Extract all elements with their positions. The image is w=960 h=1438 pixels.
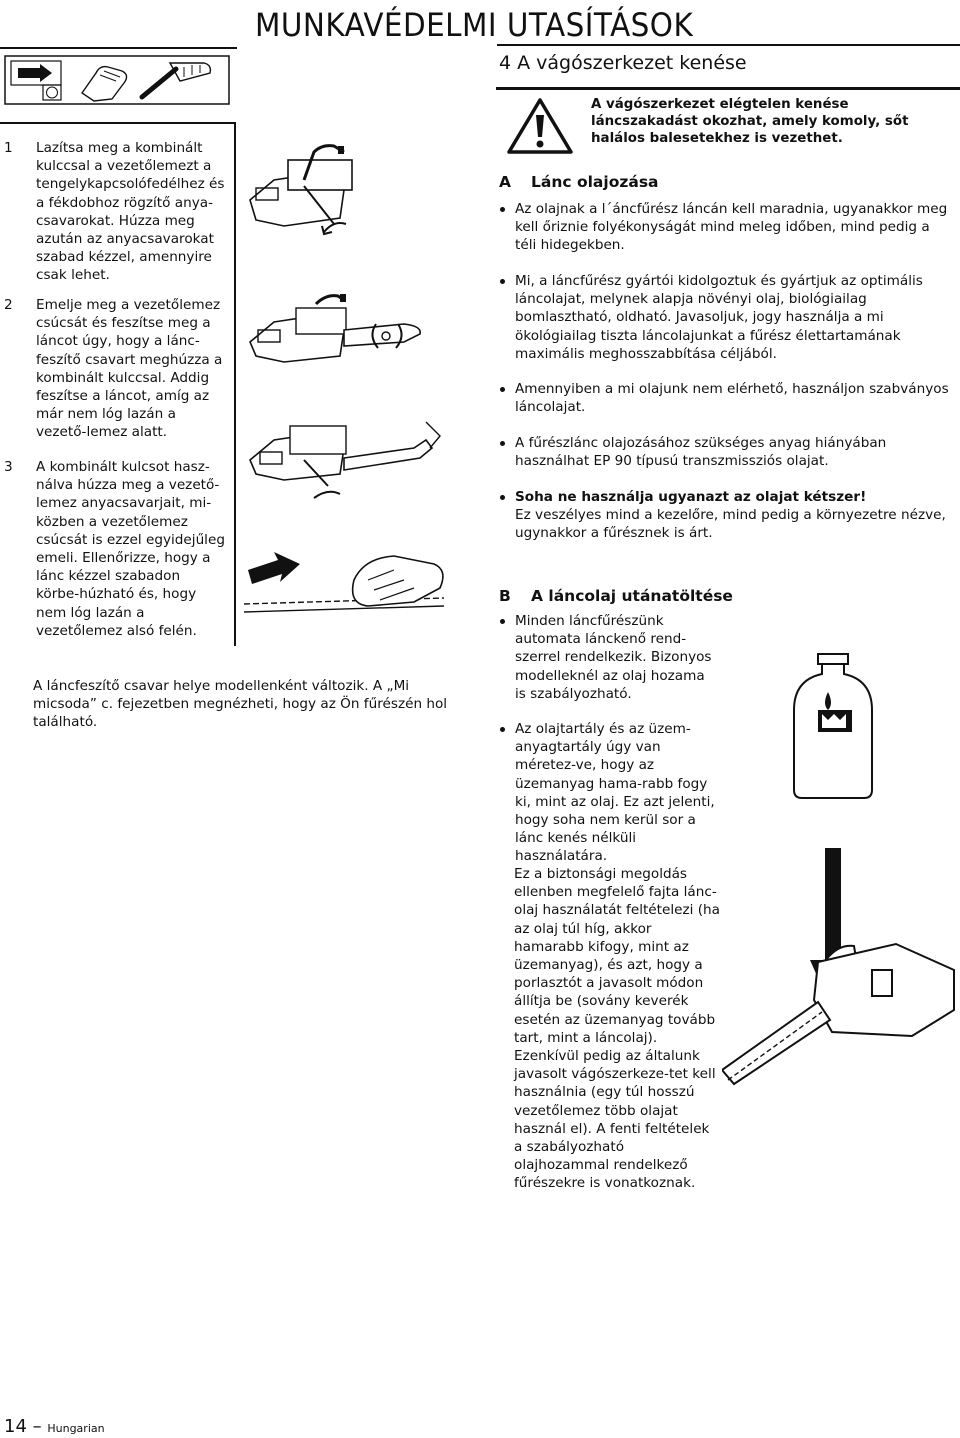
subsection-title: A láncolaj utánatöltése <box>531 587 733 605</box>
saw-figure-2 <box>250 294 420 362</box>
step-number: 1 <box>4 140 13 156</box>
bullet-dot <box>500 207 505 212</box>
section-heading: 4 A vágószerkezet kenése <box>499 52 747 74</box>
step-text: A kombinált kulcsot hasz-nálva húzza meg a vezető-lemez anyacsavarjait, mi-közben a vezetőlemez csúcsát is ezzel egyidejűleg emeli. Ellenőrizze, hogy a lánc kézzel szabadon körbe-húzható és, hogy nem lóg lazán a vezetőlemez alsó felén. <box>36 459 225 639</box>
icon-panel <box>4 55 230 105</box>
subsection-letter: A <box>499 173 511 191</box>
left-box-top <box>0 122 236 124</box>
bullet-dot <box>500 387 505 392</box>
warning-bar <box>496 87 960 90</box>
step-number: 2 <box>4 297 13 313</box>
footer-dash: – <box>26 1416 48 1437</box>
bullet-rest: Ez veszélyes mind a kezelőre, mind pedig a környezetre nézve, ugynakkor a fűrésznek is árt. <box>515 507 946 542</box>
step-text: Emelje meg a vezetőlemez csúcsát és feszítse meg a láncot úgy, hogy a lánc-feszítő csavart meghúzza a kombinált kulccsal. Addig feszítse a láncot, amíg az már nem lóg lazán a vezető-lemez alatt. <box>36 297 223 441</box>
bullet-text: A fűrészlánc olajozásához szükséges anyag hiányában használhat EP 90 típusú transzmissziós olajat. <box>515 435 887 470</box>
subsection-letter: B <box>499 587 511 605</box>
bullet-text: Az olajnak a l´áncfűrész láncán kell maradnia, ugyanakkor meg kell őriznie folyékonyságát mind meleg időben, mind pedig a téli hidegekben. <box>515 201 948 254</box>
step-1 <box>4 139 234 284</box>
step-number: 3 <box>4 459 13 475</box>
oil-paragraph: Ez a biztonsági megoldás ellenben megfelelő fajta lánc-olaj használatát feltételezi (ha az olaj túl híg, akkor hamarabb kifogy, mint az üzemanyag), és azt, hogy a porlasztót a javasolt módon állítja be (sovány keverék esetén az üzemanyag tovább tart, mint a láncolaj). Ezenkívül pedig az általunk javasolt vágószerkeze-tet kell használnia (egy túl hosszú vezetőlemez több olajat használ el). A fenti feltételek a szabályozható olajhozammal rendelkező fűrészekre is vonatkoznak. <box>514 866 720 1192</box>
subsection-a-heading <box>499 173 799 195</box>
bullet-dot <box>500 441 505 446</box>
list-item <box>500 720 715 865</box>
chainsaw-icon <box>722 944 954 1084</box>
saw-figure-3 <box>250 422 440 498</box>
glove-icon <box>82 67 127 101</box>
oil-illustration <box>722 640 960 1140</box>
bullet-text: Minden láncfűrészünk automata lánckenő rend-szerrel rendelkezik. Bizonyos modelleknél az olaj hozama is szabályozható. <box>515 613 712 702</box>
saw-figure-1 <box>250 146 352 234</box>
bullet-dot <box>500 495 505 500</box>
stop-icon <box>43 85 61 100</box>
oil-bottle-icon <box>794 654 872 798</box>
list-item <box>500 434 960 474</box>
bullet-dot <box>500 619 505 624</box>
title-rule <box>497 44 960 46</box>
step-3 <box>4 458 234 643</box>
subsection-title: Lánc olajozása <box>531 173 659 191</box>
list-item <box>500 200 960 256</box>
warning-triangle-icon <box>506 97 574 155</box>
step-text: Lazítsa meg a kombinált kulccsal a vezetőlemezt a tengelykapcsolófedélhez és a fékdobhoz rögzítő anya-csavarokat. Húzza meg azután az anyacsavarokat szabad kézzel, amennyire csak lehet. <box>36 140 225 284</box>
chain-tension-illustrations <box>244 140 454 640</box>
bullet-text: Amennyiben a mi olajunk nem elérhető, használjon szabványos láncolajat. <box>515 381 949 416</box>
brush-icon <box>142 63 210 97</box>
page-title: MUNKAVÉDELMI UTASÍTÁSOK <box>255 6 694 44</box>
warning-text: A vágószerkezet elégtelen kenése láncszakadást okozhat, amely komoly, sőt halálos balesetekhez is vezethet. <box>591 97 909 146</box>
footer-language: Hungarian <box>47 1422 105 1435</box>
glove-chain-figure <box>244 552 444 612</box>
left-rule <box>0 47 237 49</box>
bullet-dot <box>500 279 505 284</box>
bullet-dot <box>500 727 505 732</box>
page-footer <box>4 1416 105 1437</box>
list-item <box>500 380 960 420</box>
bold-warning: Soha ne használja ugyanazt az olajat kétszer! <box>515 489 867 505</box>
arrow-right-icon <box>11 61 61 85</box>
list-item <box>500 488 960 546</box>
tensioner-note: A láncfeszítő csavar helye modellenként változik. A „Mi micsoda” c. fejezetben megnézheti, hogy az Ön fűrészén hol található. <box>33 678 448 731</box>
list-item <box>500 272 960 367</box>
bullet-text: Mi, a láncfűrész gyártói kidolgoztuk és gyártjuk az optimális láncolajat, melynek alapja növényi olaj, biológiailag bomlasztható, oldható. Javasoljuk, jogy használja a mi ökológiailag tiszta láncolajunkat a fűrész élettartamának maximális meghosszabbítása céljából. <box>515 273 923 362</box>
step-2 <box>4 296 234 446</box>
bullet-text: Az olajtartály és az üzem-anyagtartály úgy van méretez-ve, hogy az üzemanyag hama-rabb fogy ki, mint az olaj. Ez azt jelenti, hogy soha nem kerül sor a lánc kenés nélküli használatára. <box>515 721 715 865</box>
left-box-right <box>234 122 236 646</box>
bullet-text <box>515 488 955 543</box>
subsection-b-heading <box>499 587 799 609</box>
page-number: 14 <box>4 1416 27 1437</box>
list-item <box>500 612 715 707</box>
